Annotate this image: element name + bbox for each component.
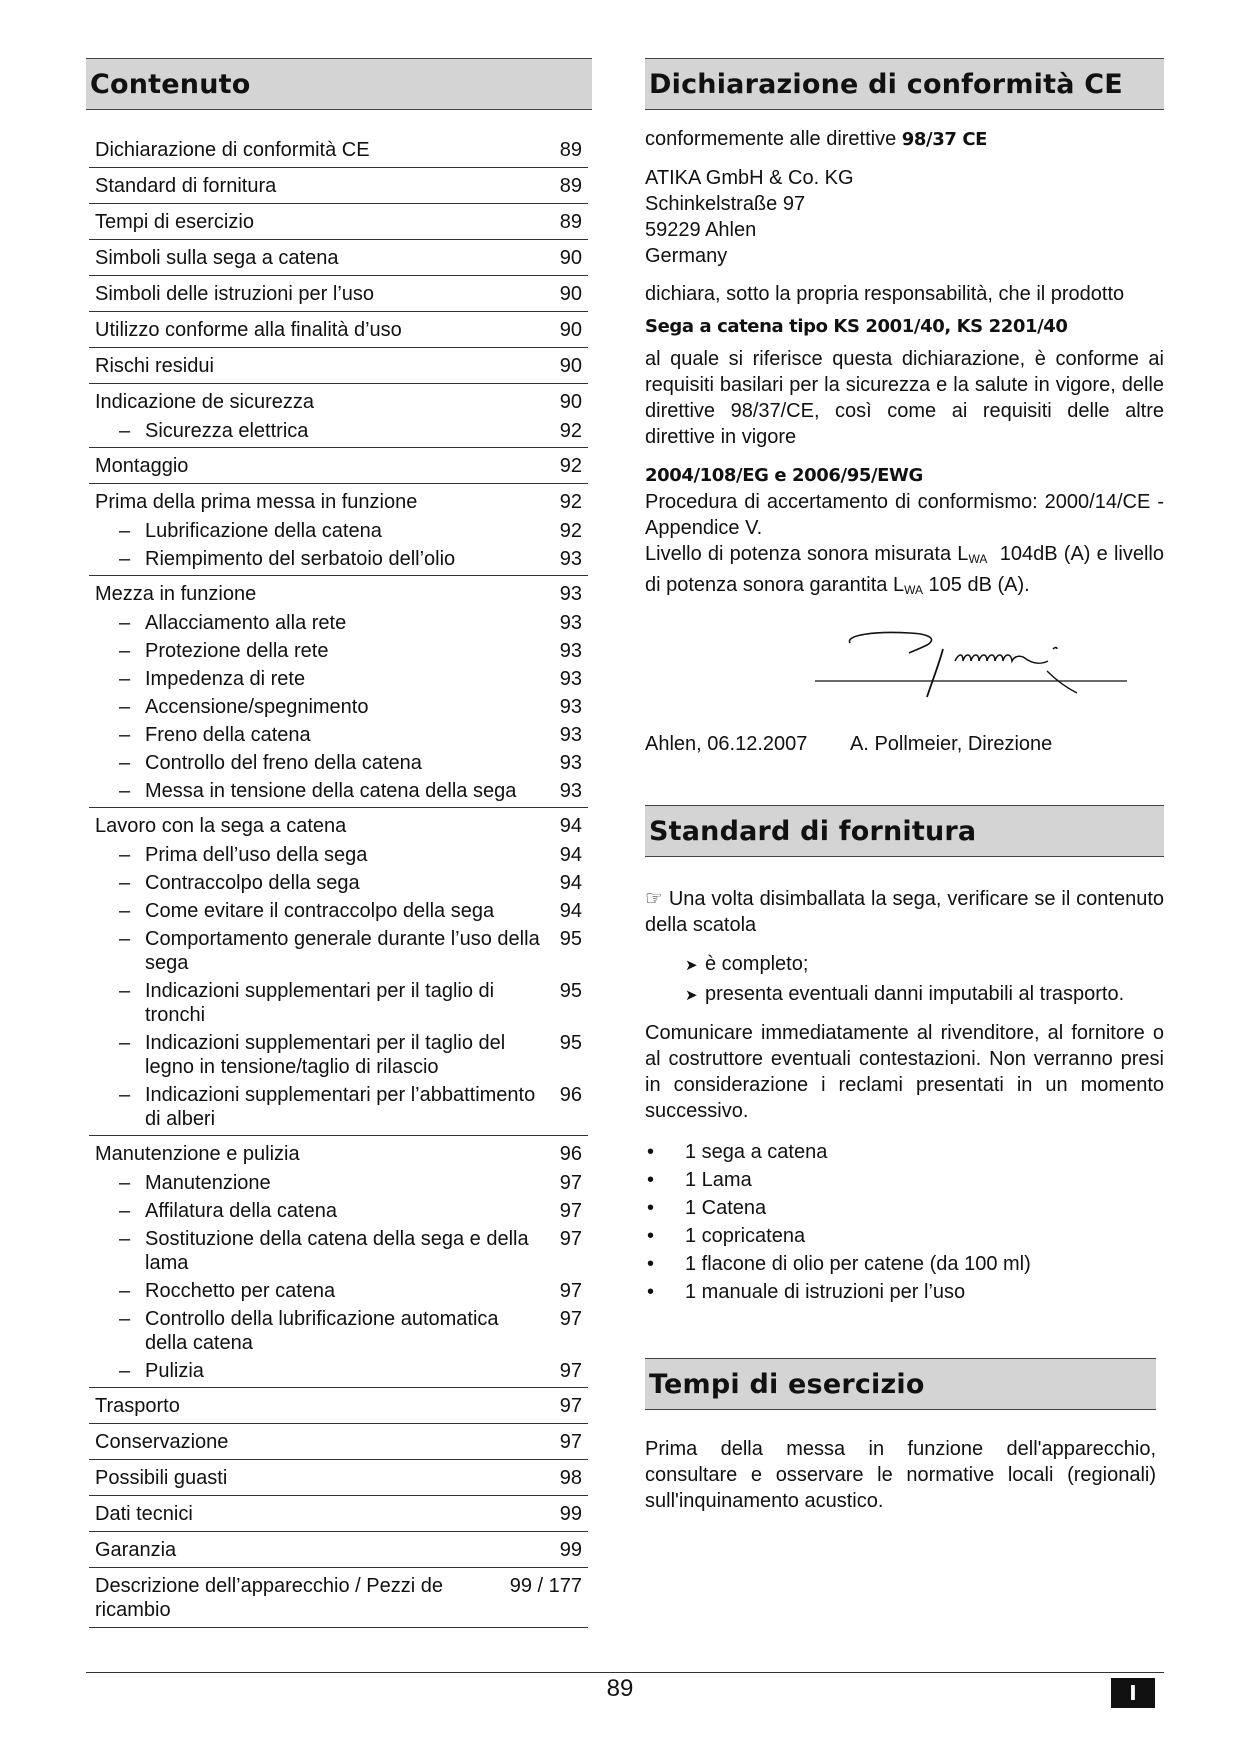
toc-entry-label: Possibili guasti <box>95 1467 228 1489</box>
toc-subentry <box>89 899 588 927</box>
toc-subentry <box>89 927 588 979</box>
toc-entry-page: 90 <box>559 355 582 377</box>
dash-icon: – <box>119 420 131 442</box>
supply-intro-text: Una volta disimballata la sega, verificare se il contenuto della scatola <box>645 888 1165 936</box>
dash-icon: – <box>119 548 131 570</box>
list-item <box>645 1222 1164 1250</box>
toc-group <box>89 484 588 576</box>
toc-subentry-page: 95 <box>559 1032 582 1054</box>
list-item <box>645 1166 1164 1194</box>
toc-subentry <box>89 1171 588 1199</box>
toc-group <box>89 312 588 348</box>
noise-part: 105 dB (A). <box>922 574 1030 596</box>
bullet-icon: • <box>647 1197 655 1219</box>
dash-icon: – <box>119 1360 131 1382</box>
noise-part: 104dB (A) e livello di potenza sonora garantita L <box>645 543 1170 596</box>
check-text: è completo; <box>705 953 809 975</box>
place-date: Ahlen, 06.12.2007 <box>645 733 808 755</box>
toc-group <box>89 168 588 204</box>
toc-entry-page: 89 <box>559 175 582 197</box>
toc-subentry-label: Comportamento generale durante l’uso della sega <box>145 928 540 974</box>
dash-icon: – <box>119 752 131 774</box>
toc-subentry-label: Lubrificazione della catena <box>145 520 382 542</box>
toc-entry <box>89 348 588 383</box>
directive-prefix: conformemente alle direttive <box>645 128 902 150</box>
right-column <box>645 58 1170 1514</box>
toc-entry <box>89 1388 588 1423</box>
toc-subentry <box>89 871 588 899</box>
toc-entry-page: 93 <box>559 583 582 605</box>
product-line <box>645 313 1164 340</box>
signer-name: A. Pollmeier, Direzione <box>850 733 1053 755</box>
toc-entry-page: 99 <box>559 1539 582 1561</box>
toc-entry-label: Montaggio <box>95 455 189 477</box>
toc-subentry-label: Come evitare il contraccolpo della sega <box>145 900 495 922</box>
signature-image <box>815 619 1135 719</box>
toc-entry <box>89 1568 588 1627</box>
toc-group <box>89 448 588 484</box>
toc-group <box>89 1532 588 1568</box>
toc-subentry-page: 94 <box>559 900 582 922</box>
product-name: Sega a catena tipo KS 2001/40, KS 2201/40 <box>645 316 1068 337</box>
toc-entry-label: Simboli sulla sega a catena <box>95 247 339 269</box>
toc-subentry <box>89 1031 588 1083</box>
toc-entry <box>89 384 588 419</box>
procedure-text: Procedura di accertamento di conformismo: 2000/14/CE - Appendice V. <box>645 491 1164 539</box>
dash-icon: – <box>119 1084 131 1106</box>
toc-subentry-page: 94 <box>559 844 582 866</box>
toc-subentry <box>89 419 588 447</box>
toc-entry-page: 98 <box>559 1467 582 1489</box>
toc-entry-page: 99 <box>559 1503 582 1525</box>
toc-subentry <box>89 519 588 547</box>
toc-subentry-label: Sostituzione della catena della sega e della lama <box>145 1228 529 1274</box>
dash-icon: – <box>119 928 131 950</box>
operation-title: Tempi di esercizio <box>645 1358 1156 1410</box>
directive-line <box>645 126 1164 153</box>
dash-icon: – <box>119 1308 131 1330</box>
toc-subentry-page: 97 <box>559 1308 582 1330</box>
toc-group <box>89 204 588 240</box>
toc-column <box>86 58 592 1628</box>
toc-subentry-page: 93 <box>559 612 582 634</box>
dash-icon: – <box>119 1032 131 1054</box>
toc-entry-page: 90 <box>559 283 582 305</box>
item-text: 1 flacone di olio per catene (da 100 ml) <box>685 1253 1031 1275</box>
toc-subentry-page: 92 <box>559 520 582 542</box>
toc-subentry <box>89 979 588 1031</box>
toc-entry-page: 97 <box>559 1395 582 1417</box>
toc-entry-label: Prima della prima messa in funzione <box>95 491 418 513</box>
dash-icon: – <box>119 668 131 690</box>
address-line: ATIKA GmbH & Co. KG <box>645 167 854 189</box>
item-text: 1 copricatena <box>685 1225 806 1247</box>
toc-entry-label: Conservazione <box>95 1431 229 1453</box>
dash-icon: – <box>119 780 131 802</box>
toc-entry <box>89 204 588 239</box>
toc-title: Contenuto <box>86 58 592 110</box>
toc-group <box>89 1424 588 1460</box>
supply-body <box>645 885 1164 1306</box>
toc-subentry-page: 94 <box>559 872 582 894</box>
page-number: 89 <box>606 1675 634 1702</box>
address-line: 59229 Ahlen <box>645 219 757 241</box>
toc-entry-label: Descrizione dell’apparecchio / Pezzi de ricambio <box>95 1575 443 1621</box>
dash-icon: – <box>119 872 131 894</box>
toc-subentry-page: 92 <box>559 420 582 442</box>
address-line: Schinkelstraße 97 <box>645 193 806 215</box>
toc-entry-label: Simboli delle istruzioni per l’uso <box>95 283 375 305</box>
toc-subentry-label: Prima dell’uso della sega <box>145 844 368 866</box>
list-item <box>685 950 1164 980</box>
toc-subentry <box>89 1083 588 1135</box>
supply-checks <box>645 950 1164 1010</box>
other-directives: 2004/108/EG e 2006/95/EWG <box>645 465 923 486</box>
toc-subentry <box>89 779 588 807</box>
bullet-icon: • <box>647 1169 655 1191</box>
toc-entry-label: Mezza in funzione <box>95 583 257 605</box>
toc-subentry-page: 97 <box>559 1360 582 1382</box>
toc-entry-page: 90 <box>559 319 582 341</box>
conformity-text: al quale si riferisce questa dichiarazione, è conforme ai requisiti basilari per la sicurezza e la salute in vigore, delle direttive 98/37/CE, così come ai requisiti delle altre direttive in vigore <box>645 348 1164 448</box>
toc-subentry-page: 96 <box>559 1084 582 1106</box>
toc-subentry-page: 93 <box>559 640 582 662</box>
signature <box>645 617 1164 725</box>
noise-subscript: WA <box>904 583 923 597</box>
language-badge: I <box>1111 1678 1155 1708</box>
toc-entry-label: Manutenzione e pulizia <box>95 1143 300 1165</box>
toc-subentry-label: Accensione/spegnimento <box>145 696 369 718</box>
toc-subentry-label: Controllo della lubrificazione automatica della catena <box>145 1308 499 1354</box>
list-item <box>685 980 1164 1010</box>
toc-subentry <box>89 1359 588 1387</box>
toc-entry <box>89 576 588 611</box>
toc-entry-page: 94 <box>559 815 582 837</box>
other-directives-line <box>645 462 1164 489</box>
toc-entry-page: 97 <box>559 1431 582 1453</box>
supply-title: Standard di fornitura <box>645 805 1164 857</box>
toc-entry <box>89 312 588 347</box>
toc-entry-page: 90 <box>559 391 582 413</box>
toc-subentry <box>89 1227 588 1279</box>
toc-subentry-page: 93 <box>559 724 582 746</box>
toc-entry <box>89 132 588 167</box>
dash-icon: – <box>119 640 131 662</box>
toc-group <box>89 1388 588 1424</box>
toc-subentry-label: Rocchetto per catena <box>145 1280 336 1302</box>
toc-entry <box>89 1424 588 1459</box>
toc-entry-page: 89 <box>559 139 582 161</box>
toc-subentry <box>89 1307 588 1359</box>
footer-divider <box>86 1672 1164 1673</box>
toc-subentry-page: 93 <box>559 668 582 690</box>
toc-subentry-label: Riempimento del serbatoio dell’olio <box>145 548 456 570</box>
toc-subentry <box>89 723 588 751</box>
toc-entry-page: 90 <box>559 247 582 269</box>
item-text: 1 manuale di istruzioni per l’uso <box>685 1281 966 1303</box>
toc-subentry <box>89 639 588 667</box>
toc-subentry-page: 93 <box>559 696 582 718</box>
dash-icon: – <box>119 1172 131 1194</box>
toc-group <box>89 1568 588 1628</box>
dash-icon: – <box>119 724 131 746</box>
toc-subentry-page: 97 <box>559 1280 582 1302</box>
bullet-icon: • <box>647 1225 655 1247</box>
toc-entry <box>89 1496 588 1531</box>
toc-subentry-page: 97 <box>559 1228 582 1250</box>
toc-entry <box>89 1460 588 1495</box>
dash-icon: – <box>119 980 131 1002</box>
toc-subentry-label: Controllo del freno della catena <box>145 752 422 774</box>
toc-subentry-label: Indicazioni supplementari per l’abbattimento di alberi <box>145 1084 536 1130</box>
toc-entry-page: 92 <box>559 491 582 513</box>
toc-entry-label: Tempi di esercizio <box>95 211 254 233</box>
toc-subentry-label: Allacciamento alla rete <box>145 612 347 634</box>
toc-subentry <box>89 1199 588 1227</box>
arrow-icon: ➤ <box>685 987 698 1004</box>
supply-intro <box>645 885 1164 938</box>
list-item <box>645 1194 1164 1222</box>
toc-subentry <box>89 695 588 723</box>
toc-entry-label: Dati tecnici <box>95 1503 193 1525</box>
dash-icon: – <box>119 1200 131 1222</box>
noise-text <box>645 541 1170 603</box>
toc-entry-label: Trasporto <box>95 1395 180 1417</box>
toc-subentry-page: 93 <box>559 780 582 802</box>
bullet-icon: • <box>647 1253 655 1275</box>
dash-icon: – <box>119 900 131 922</box>
supply-items <box>645 1138 1164 1306</box>
toc-subentry <box>89 751 588 779</box>
toc-entry-label: Standard di fornitura <box>95 175 277 197</box>
toc-entry-label: Rischi residui <box>95 355 214 377</box>
toc-entry-label: Utilizzo conforme alla finalità d’uso <box>95 319 402 341</box>
toc-group <box>89 384 588 448</box>
item-text: 1 Catena <box>685 1197 767 1219</box>
toc-entry-label: Garanzia <box>95 1539 177 1561</box>
toc-group <box>89 132 588 168</box>
toc-entry <box>89 808 588 843</box>
toc-subentry-label: Protezione della rete <box>145 640 329 662</box>
toc-subentry-label: Impedenza di rete <box>145 668 306 690</box>
dash-icon: – <box>119 520 131 542</box>
toc-group <box>89 1136 588 1388</box>
dash-icon: – <box>119 844 131 866</box>
toc-group <box>89 1496 588 1532</box>
toc-entry <box>89 276 588 311</box>
toc-group <box>89 348 588 384</box>
toc-subentry-page: 93 <box>559 752 582 774</box>
declaration-body <box>645 126 1170 757</box>
toc-group <box>89 276 588 312</box>
toc-entry-label: Lavoro con la sega a catena <box>95 815 347 837</box>
toc-subentry-page: 97 <box>559 1200 582 1222</box>
toc-subentry <box>89 843 588 871</box>
item-text: 1 Lama <box>685 1169 752 1191</box>
supply-notice: Comunicare immediatamente al rivenditore, al fornitore o al costruttore eventuali contestazioni. Non verranno presi in considerazione i reclami presentati in un momento successivo. <box>645 1022 1164 1122</box>
toc-subentry-label: Pulizia <box>145 1360 204 1382</box>
pointing-hand-icon: ☞ <box>645 886 663 910</box>
check-text: presenta eventuali danni imputabili al trasporto. <box>705 983 1125 1005</box>
address-line: Germany <box>645 245 728 267</box>
toc-subentry-label: Freno della catena <box>145 724 311 746</box>
declares-text: dichiara, sotto la propria responsabilità, che il prodotto <box>645 283 1125 305</box>
toc-entry-label: Indicazione de sicurezza <box>95 391 315 413</box>
toc-subentry-label: Sicurezza elettrica <box>145 420 309 442</box>
toc-list <box>89 132 588 1628</box>
toc-group <box>89 1460 588 1496</box>
list-item <box>645 1250 1164 1278</box>
sign-line <box>645 731 1164 757</box>
toc-entry-page: 96 <box>559 1143 582 1165</box>
toc-subentry-page: 93 <box>559 548 582 570</box>
operation-text: Prima della messa in funzione dell'apparecchio, consultare e osservare le normative locali (regionali) sull'inquinamento acustico. <box>645 1438 1156 1512</box>
toc-entry-page: 89 <box>559 211 582 233</box>
toc-entry <box>89 240 588 275</box>
bullet-icon: • <box>647 1281 655 1303</box>
toc-group <box>89 240 588 276</box>
item-text: 1 sega a catena <box>685 1141 828 1163</box>
dash-icon: – <box>119 1228 131 1250</box>
toc-entry <box>89 484 588 519</box>
toc-group <box>89 576 588 808</box>
toc-entry <box>89 168 588 203</box>
directive-code: 98/37 CE <box>901 129 988 150</box>
toc-entry <box>89 1136 588 1171</box>
toc-subentry-page: 95 <box>559 980 582 1002</box>
arrow-icon: ➤ <box>685 957 698 974</box>
toc-subentry-label: Affilatura della catena <box>145 1200 337 1222</box>
list-item <box>645 1138 1164 1166</box>
toc-entry-page: 99 / 177 <box>509 1575 582 1597</box>
toc-subentry <box>89 667 588 695</box>
toc-subentry-label: Indicazioni supplementari per il taglio del legno in tensione/taglio di rilascio <box>145 1032 506 1078</box>
toc-subentry-page: 97 <box>559 1172 582 1194</box>
noise-subscript: WA <box>968 552 988 566</box>
toc-subentry-label: Manutenzione <box>145 1172 271 1194</box>
toc-subentry-page: 95 <box>559 928 582 950</box>
noise-part: Livello di potenza sonora misurata L <box>645 543 969 565</box>
toc-entry-page: 92 <box>559 455 582 477</box>
toc-group <box>89 808 588 1136</box>
toc-entry <box>89 448 588 483</box>
toc-subentry <box>89 1279 588 1307</box>
list-item <box>645 1278 1164 1306</box>
toc-subentry-label: Indicazioni supplementari per il taglio di tronchi <box>145 980 495 1026</box>
toc-entry-label: Dichiarazione di conformità CE <box>95 139 370 161</box>
declaration-title: Dichiarazione di conformità CE <box>645 58 1164 110</box>
dash-icon: – <box>119 612 131 634</box>
toc-subentry <box>89 611 588 639</box>
toc-subentry-label: Contraccolpo della sega <box>145 872 360 894</box>
toc-subentry <box>89 547 588 575</box>
dash-icon: – <box>119 696 131 718</box>
dash-icon: – <box>119 1280 131 1302</box>
bullet-icon: • <box>647 1141 655 1163</box>
toc-entry <box>89 1532 588 1567</box>
manufacturer-address <box>645 165 1164 269</box>
toc-subentry-label: Messa in tensione della catena della sega <box>145 780 517 802</box>
